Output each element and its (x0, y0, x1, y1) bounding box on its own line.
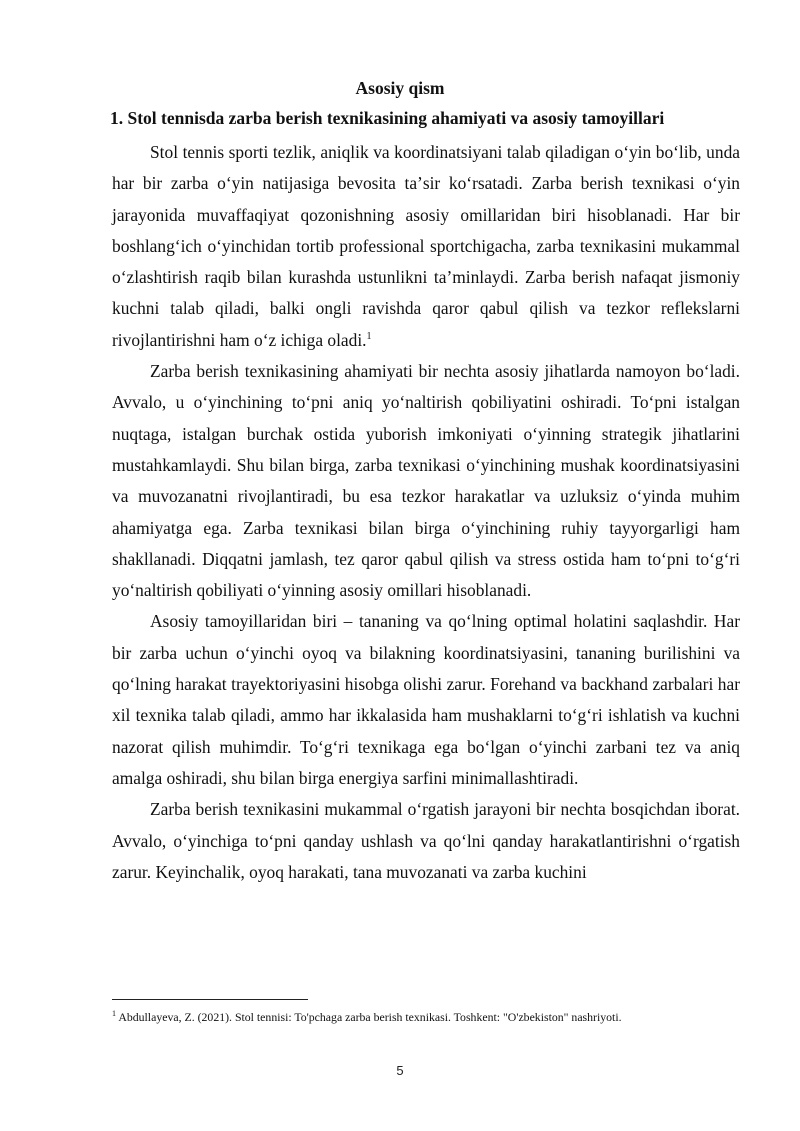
body-text (112, 137, 740, 888)
paragraph (112, 137, 740, 356)
footnote-reference[interactable]: 1 (366, 330, 372, 342)
paragraph (112, 356, 740, 606)
footnote-number: 1 (112, 1009, 116, 1019)
paragraph (112, 606, 740, 794)
subsection-title: 1. Stol tennisda zarba berish texnikasining ahamiyati va asosiy tamoyillari (110, 108, 665, 128)
page-number: 5 (396, 1063, 404, 1078)
paragraph-text: Zarba berish texnikasining ahamiyati bir nechta asosiy jihatlarda namoyon boʻladi. Avvalo, u oʻyinchining toʻpni aniq yoʻnaltirish qobiliyatini oshiradi. Toʻpni istalgan nuqtaga, istalgan burchak ostida yuborish imkoniyati oʻyinning strategik jihatlarini mustahkamlaydi. Shu bilan birga, zarba texnikasi oʻyinchining mushak koordinatsiyasini va muvozanatni rivojlantiradi, bu esa tezkor harakatlar va uzluksiz oʻyinda muhim ahamiyatga ega. Zarba texnikasi bilan birga oʻyinchining ruhiy tayyorgarligi ham shakllanadi. Diqqatni jamlash, tez qaror qabul qilish va stress ostida ham toʻpni toʻgʻri yoʻnaltirish qobiliyati oʻyinning asosiy omillari hisoblanadi. (112, 361, 740, 601)
paragraph-text: Asosiy tamoyillaridan biri – tananing va qoʻlning optimal holatini saqlashdir. Har bir zarba uchun oʻyinchi oyoq va bilakning koordinatsiyasini, tananing burilishini va qoʻlning harakat trayektoriyasini hisobga olishi zarur. Forehand va backhand zarbalari har xil texnika talab qiladi, ammo har ikkalasida ham mushaklarni toʻgʻri ishlatish va kuchni nazorat qilish muhimdir. Toʻgʻri texnikaga ega boʻlgan oʻyinchi zarbani tez va aniq amalga oshiradi, shu bilan birga energiya sarfini minimallashtiradi. (112, 611, 740, 788)
footnote (112, 1009, 752, 1025)
paragraph-text: Stol tennis sporti tezlik, aniqlik va koordinatsiyani talab qiladigan oʻyin boʻlib, unda har bir zarba oʻyin natijasiga bevosita taʼsir koʻrsatadi. Zarba berish texnikasi oʻyin jarayonida muvaffaqiyat qozonishning asosiy omillaridan biri hisoblanadi. Har bir boshlangʻich oʻyinchidan tortib professional sportchigacha, zarba texnikasini mukammal oʻzlashtirish raqib bilan kurashda ustunlikni taʼminlaydi. Zarba berish nafaqat jismoniy kuchni talab qiladi, balki ongli ravishda qaror qabul qilish va tezkor reflekslarni rivojlantirishni ham oʻz ichiga oladi. (112, 142, 740, 350)
footnote-divider (112, 999, 308, 1000)
paragraph (112, 794, 740, 888)
section-title: Asosiy qism (355, 78, 445, 98)
footnote-text: Abdullayeva, Z. (2021). Stol tennisi: To'pchaga zarba berish texnikasi. Toshkent: "O'zbekiston" nashriyoti. (118, 1010, 622, 1024)
paragraph-text: Zarba berish texnikasini mukammal oʻrgatish jarayoni bir nechta bosqichdan iborat. Avvalo, oʻyinchiga toʻpni qanday ushlash va qoʻlni qanday harakatlantirishni oʻrgatish zarur. Keyinchalik, oyoq harakati, tana muvozanati va zarba kuchini (112, 799, 740, 882)
